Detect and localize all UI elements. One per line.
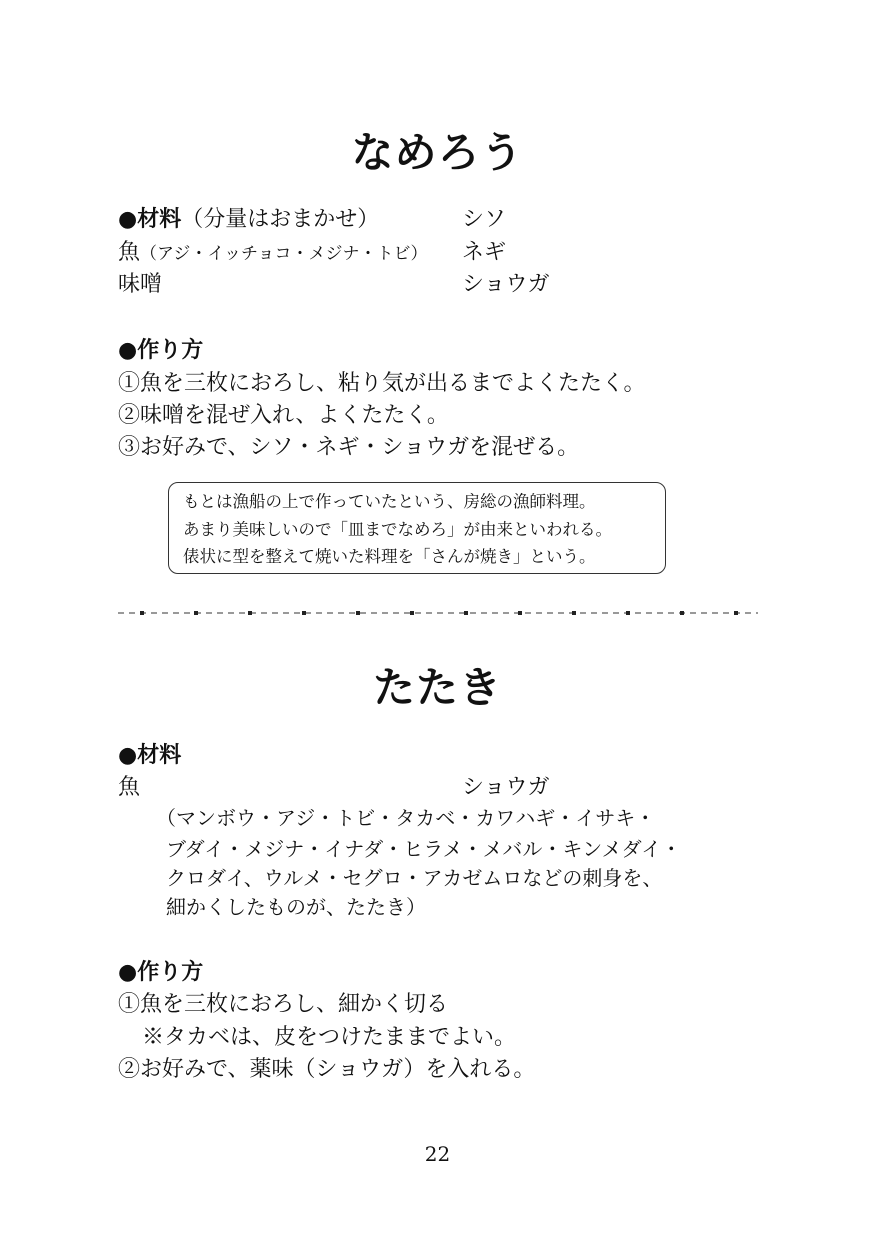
namerou-note-line-1: もとは漁船の上で作っていたという、房総の漁師料理。 bbox=[183, 492, 596, 511]
namerou-herb-shiso: シソ bbox=[462, 207, 507, 232]
namerou-step-3: ③お好みで、シソ・ネギ・ショウガを混ぜる。 bbox=[118, 435, 580, 460]
tataki-fish-note-line-1: （マンボウ・アジ・トビ・タカベ・カワハギ・イサキ・ bbox=[156, 806, 656, 830]
namerou-note-line-3: 俵状に型を整えて焼いた料理を「さんが焼き」という。 bbox=[183, 547, 596, 566]
namerou-ingredients-note: （分量はおまかせ） bbox=[181, 207, 380, 232]
namerou-miso: 味噌 bbox=[118, 272, 163, 297]
namerou-title: なめろう bbox=[351, 128, 524, 177]
tataki-method-heading: ●作り方 bbox=[118, 960, 204, 985]
namerou-ingredients-heading-row bbox=[118, 202, 379, 233]
namerou-ingredients-heading: ●材料 bbox=[118, 207, 182, 232]
namerou-herb-shouga: ショウガ bbox=[462, 272, 550, 297]
tataki-fish-note-line-3: クロダイ、ウルメ・セグロ・アカゼムロなどの刺身を、 bbox=[166, 866, 663, 890]
tataki-step-note: ※タカベは、皮をつけたままでよい。 bbox=[142, 1025, 517, 1050]
namerou-step-1: ①魚を三枚におろし、粘り気が出るまでよくたたく。 bbox=[118, 371, 646, 396]
tataki-step-1: ①魚を三枚におろし、細かく切る bbox=[118, 992, 449, 1017]
tataki-fish-note-line-4: 細かくしたものが、たたき） bbox=[166, 895, 426, 919]
namerou-step-2: ②味噌を混ぜ入れ、よくたたく。 bbox=[118, 403, 449, 428]
tataki-fish: 魚 bbox=[118, 775, 141, 800]
tataki-ingredients-heading: ●材料 bbox=[118, 743, 182, 768]
tataki-ginger: ショウガ bbox=[462, 775, 550, 800]
tataki-step-2: ②お好みで、薬味（ショウガ）を入れる。 bbox=[118, 1057, 536, 1082]
namerou-fish: 魚 bbox=[118, 240, 141, 265]
namerou-method-heading: ●作り方 bbox=[118, 338, 204, 363]
namerou-herb-negi: ネギ bbox=[462, 240, 507, 265]
namerou-fish-note: （アジ・イッチョコ・メジナ・トビ） bbox=[140, 244, 428, 264]
tataki-title: たたき bbox=[372, 663, 502, 712]
namerou-note-line-2: あまり美味しいので「皿までなめろ」が由来といわれる。 bbox=[183, 520, 612, 539]
section-divider bbox=[118, 609, 758, 617]
tataki-fish-note-line-2: ブダイ・メジナ・イナダ・ヒラメ・メバル・キンメダイ・ bbox=[166, 837, 682, 861]
namerou-fish-row bbox=[118, 235, 428, 266]
page-number: 22 bbox=[424, 1142, 451, 1166]
